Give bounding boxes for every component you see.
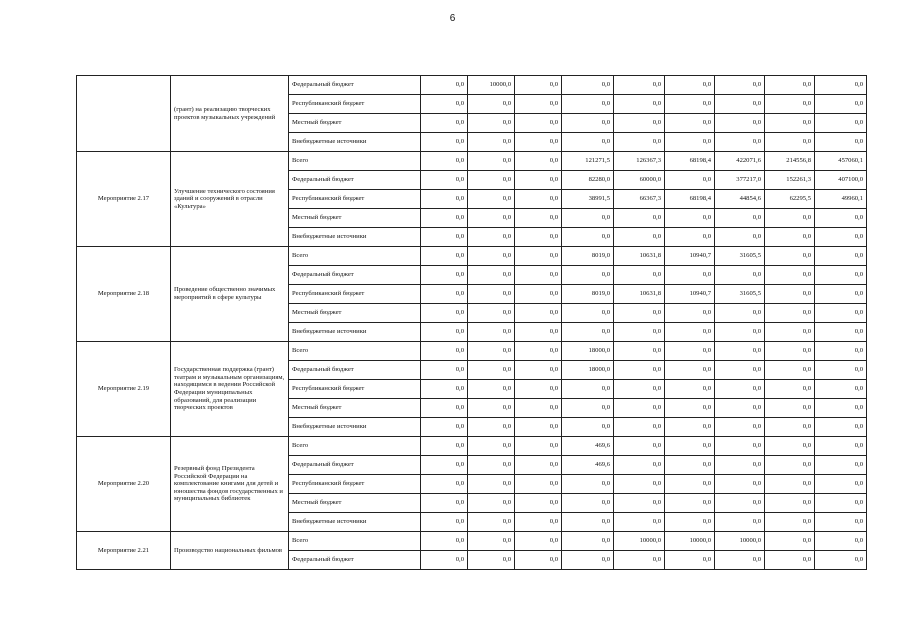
value-cell: 0,0 bbox=[468, 456, 515, 475]
value-cell: 0,0 bbox=[562, 513, 614, 532]
value-cell: 0,0 bbox=[614, 323, 665, 342]
value-cell: 0,0 bbox=[515, 171, 562, 190]
value-cell: 0,0 bbox=[515, 114, 562, 133]
value-cell: 0,0 bbox=[815, 76, 867, 95]
funding-source-cell: Всего bbox=[289, 437, 421, 456]
value-cell: 0,0 bbox=[765, 342, 815, 361]
value-cell: 0,0 bbox=[614, 266, 665, 285]
value-cell: 0,0 bbox=[715, 475, 765, 494]
value-cell: 0,0 bbox=[815, 266, 867, 285]
value-cell: 0,0 bbox=[765, 76, 815, 95]
value-cell: 0,0 bbox=[468, 532, 515, 551]
value-cell: 0,0 bbox=[421, 209, 468, 228]
value-cell: 0,0 bbox=[715, 95, 765, 114]
value-cell: 18000,0 bbox=[562, 361, 614, 380]
value-cell: 121271,5 bbox=[562, 152, 614, 171]
value-cell: 0,0 bbox=[765, 247, 815, 266]
value-cell: 68198,4 bbox=[665, 190, 715, 209]
value-cell: 0,0 bbox=[614, 76, 665, 95]
value-cell: 0,0 bbox=[614, 304, 665, 323]
value-cell: 0,0 bbox=[765, 266, 815, 285]
value-cell: 0,0 bbox=[715, 551, 765, 570]
value-cell: 0,0 bbox=[421, 266, 468, 285]
funding-source-cell: Внебюджетные источники bbox=[289, 323, 421, 342]
value-cell: 0,0 bbox=[515, 513, 562, 532]
value-cell: 0,0 bbox=[665, 266, 715, 285]
funding-source-cell: Федеральный бюджет bbox=[289, 171, 421, 190]
funding-source-cell: Федеральный бюджет bbox=[289, 551, 421, 570]
value-cell: 0,0 bbox=[815, 418, 867, 437]
value-cell: 0,0 bbox=[665, 209, 715, 228]
value-cell: 60000,0 bbox=[614, 171, 665, 190]
value-cell: 0,0 bbox=[715, 380, 765, 399]
value-cell: 8019,0 bbox=[562, 285, 614, 304]
value-cell: 0,0 bbox=[515, 399, 562, 418]
value-cell: 0,0 bbox=[468, 399, 515, 418]
value-cell: 0,0 bbox=[665, 228, 715, 247]
value-cell: 0,0 bbox=[421, 247, 468, 266]
table-row bbox=[77, 152, 867, 171]
value-cell: 0,0 bbox=[665, 399, 715, 418]
value-cell: 457060,1 bbox=[815, 152, 867, 171]
funding-source-cell: Местный бюджет bbox=[289, 494, 421, 513]
value-cell: 0,0 bbox=[815, 380, 867, 399]
value-cell: 0,0 bbox=[562, 532, 614, 551]
value-cell: 0,0 bbox=[665, 342, 715, 361]
value-cell: 214556,8 bbox=[765, 152, 815, 171]
value-cell: 0,0 bbox=[421, 399, 468, 418]
value-cell: 0,0 bbox=[815, 247, 867, 266]
value-cell: 0,0 bbox=[715, 418, 765, 437]
value-cell: 0,0 bbox=[515, 266, 562, 285]
value-cell: 0,0 bbox=[515, 76, 562, 95]
value-cell: 0,0 bbox=[562, 228, 614, 247]
value-cell: 407100,0 bbox=[815, 171, 867, 190]
value-cell: 0,0 bbox=[815, 475, 867, 494]
value-cell: 0,0 bbox=[421, 494, 468, 513]
event-cell: Мероприятие 2.19 bbox=[77, 342, 171, 437]
value-cell: 0,0 bbox=[665, 171, 715, 190]
funding-source-cell: Всего bbox=[289, 532, 421, 551]
value-cell: 0,0 bbox=[562, 399, 614, 418]
value-cell: 469,6 bbox=[562, 437, 614, 456]
value-cell: 0,0 bbox=[468, 171, 515, 190]
value-cell: 0,0 bbox=[468, 494, 515, 513]
value-cell: 0,0 bbox=[421, 475, 468, 494]
event-name-cell: Резервный фонд Президента Российской Федерации на комплектование книгами для детей и юношества фондов государственных и муниципальных библиотек bbox=[171, 437, 289, 532]
value-cell: 0,0 bbox=[468, 95, 515, 114]
value-cell: 0,0 bbox=[468, 418, 515, 437]
value-cell: 0,0 bbox=[421, 95, 468, 114]
funding-source-cell: Республиканский бюджет bbox=[289, 475, 421, 494]
value-cell: 31605,5 bbox=[715, 247, 765, 266]
value-cell: 8019,0 bbox=[562, 247, 614, 266]
value-cell: 38991,5 bbox=[562, 190, 614, 209]
funding-source-cell: Внебюджетные источники bbox=[289, 228, 421, 247]
value-cell: 0,0 bbox=[614, 437, 665, 456]
value-cell: 0,0 bbox=[665, 304, 715, 323]
funding-source-cell: Местный бюджет bbox=[289, 304, 421, 323]
value-cell: 0,0 bbox=[562, 209, 614, 228]
value-cell: 10000,0 bbox=[665, 532, 715, 551]
value-cell: 0,0 bbox=[715, 76, 765, 95]
value-cell: 0,0 bbox=[421, 418, 468, 437]
value-cell: 0,0 bbox=[665, 475, 715, 494]
table-row bbox=[77, 437, 867, 456]
value-cell: 0,0 bbox=[765, 323, 815, 342]
value-cell: 0,0 bbox=[468, 285, 515, 304]
value-cell: 0,0 bbox=[421, 190, 468, 209]
funding-source-cell: Местный бюджет bbox=[289, 114, 421, 133]
value-cell: 0,0 bbox=[715, 494, 765, 513]
value-cell: 0,0 bbox=[715, 228, 765, 247]
value-cell: 0,0 bbox=[515, 494, 562, 513]
value-cell: 0,0 bbox=[614, 456, 665, 475]
value-cell: 0,0 bbox=[715, 399, 765, 418]
value-cell: 31605,5 bbox=[715, 285, 765, 304]
value-cell: 0,0 bbox=[515, 437, 562, 456]
event-cell: Мероприятие 2.21 bbox=[77, 532, 171, 570]
value-cell: 0,0 bbox=[468, 342, 515, 361]
value-cell: 0,0 bbox=[815, 456, 867, 475]
funding-source-cell: Федеральный бюджет bbox=[289, 76, 421, 95]
value-cell: 0,0 bbox=[815, 437, 867, 456]
value-cell: 0,0 bbox=[421, 361, 468, 380]
value-cell: 0,0 bbox=[614, 114, 665, 133]
value-cell: 0,0 bbox=[421, 437, 468, 456]
value-cell: 0,0 bbox=[562, 95, 614, 114]
value-cell: 10000,0 bbox=[468, 76, 515, 95]
funding-source-cell: Республиканский бюджет bbox=[289, 95, 421, 114]
value-cell: 0,0 bbox=[515, 475, 562, 494]
table-row bbox=[77, 342, 867, 361]
value-cell: 0,0 bbox=[765, 399, 815, 418]
value-cell: 0,0 bbox=[665, 513, 715, 532]
value-cell: 62295,5 bbox=[765, 190, 815, 209]
value-cell: 0,0 bbox=[614, 399, 665, 418]
value-cell: 0,0 bbox=[468, 323, 515, 342]
funding-source-cell: Местный бюджет bbox=[289, 209, 421, 228]
value-cell: 0,0 bbox=[614, 418, 665, 437]
value-cell: 0,0 bbox=[715, 342, 765, 361]
value-cell: 49960,1 bbox=[815, 190, 867, 209]
value-cell: 0,0 bbox=[421, 285, 468, 304]
value-cell: 0,0 bbox=[815, 285, 867, 304]
funding-source-cell: Внебюджетные источники bbox=[289, 513, 421, 532]
value-cell: 0,0 bbox=[765, 513, 815, 532]
value-cell: 0,0 bbox=[715, 323, 765, 342]
value-cell: 0,0 bbox=[515, 304, 562, 323]
event-name-cell: Государственная поддержка (грант) театрам и музыкальным организациям, находящимся в ведении Российской Федерации муниципальных образований, для реализации творческих проектов bbox=[171, 342, 289, 437]
value-cell: 0,0 bbox=[765, 304, 815, 323]
value-cell: 0,0 bbox=[715, 437, 765, 456]
value-cell: 0,0 bbox=[468, 228, 515, 247]
value-cell: 0,0 bbox=[562, 323, 614, 342]
value-cell: 0,0 bbox=[421, 456, 468, 475]
value-cell: 0,0 bbox=[815, 342, 867, 361]
value-cell: 0,0 bbox=[715, 304, 765, 323]
funding-source-cell: Федеральный бюджет bbox=[289, 361, 421, 380]
value-cell: 0,0 bbox=[515, 418, 562, 437]
value-cell: 10631,8 bbox=[614, 247, 665, 266]
value-cell: 0,0 bbox=[665, 380, 715, 399]
event-name-cell: (грант) на реализацию творческих проектов музыкальных учреждений bbox=[171, 76, 289, 152]
value-cell: 0,0 bbox=[765, 532, 815, 551]
value-cell: 0,0 bbox=[421, 114, 468, 133]
table-row bbox=[77, 247, 867, 266]
funding-source-cell: Всего bbox=[289, 247, 421, 266]
event-cell: Мероприятие 2.17 bbox=[77, 152, 171, 247]
value-cell: 0,0 bbox=[815, 133, 867, 152]
value-cell: 0,0 bbox=[765, 551, 815, 570]
value-cell: 0,0 bbox=[421, 152, 468, 171]
value-cell: 0,0 bbox=[665, 494, 715, 513]
funding-source-cell: Местный бюджет bbox=[289, 399, 421, 418]
value-cell: 0,0 bbox=[562, 418, 614, 437]
value-cell: 10631,8 bbox=[614, 285, 665, 304]
value-cell: 0,0 bbox=[765, 285, 815, 304]
value-cell: 0,0 bbox=[515, 380, 562, 399]
value-cell: 0,0 bbox=[765, 418, 815, 437]
value-cell: 422071,6 bbox=[715, 152, 765, 171]
value-cell: 0,0 bbox=[515, 133, 562, 152]
value-cell: 0,0 bbox=[421, 228, 468, 247]
value-cell: 0,0 bbox=[421, 133, 468, 152]
value-cell: 0,0 bbox=[515, 95, 562, 114]
event-name-cell: Производство национальных фильмов bbox=[171, 532, 289, 570]
value-cell: 0,0 bbox=[715, 513, 765, 532]
value-cell: 0,0 bbox=[515, 247, 562, 266]
value-cell: 0,0 bbox=[614, 475, 665, 494]
value-cell: 0,0 bbox=[815, 304, 867, 323]
value-cell: 0,0 bbox=[421, 513, 468, 532]
value-cell: 0,0 bbox=[468, 361, 515, 380]
funding-source-cell: Всего bbox=[289, 152, 421, 171]
event-name-cell: Улучшение технического состояния зданий и сооружений в отрасли «Культура» bbox=[171, 152, 289, 247]
value-cell: 10000,0 bbox=[614, 532, 665, 551]
value-cell: 0,0 bbox=[765, 361, 815, 380]
value-cell: 0,0 bbox=[421, 342, 468, 361]
page-number: 6 bbox=[449, 13, 456, 24]
value-cell: 0,0 bbox=[421, 551, 468, 570]
value-cell: 0,0 bbox=[815, 209, 867, 228]
value-cell: 0,0 bbox=[665, 323, 715, 342]
value-cell: 0,0 bbox=[562, 266, 614, 285]
value-cell: 0,0 bbox=[715, 209, 765, 228]
value-cell: 0,0 bbox=[468, 190, 515, 209]
value-cell: 377217,0 bbox=[715, 171, 765, 190]
value-cell: 0,0 bbox=[614, 551, 665, 570]
value-cell: 0,0 bbox=[765, 475, 815, 494]
value-cell: 0,0 bbox=[815, 95, 867, 114]
value-cell: 68198,4 bbox=[665, 152, 715, 171]
value-cell: 0,0 bbox=[765, 456, 815, 475]
value-cell: 0,0 bbox=[665, 95, 715, 114]
event-cell bbox=[77, 76, 171, 152]
value-cell: 10940,7 bbox=[665, 247, 715, 266]
funding-source-cell: Всего bbox=[289, 342, 421, 361]
value-cell: 0,0 bbox=[421, 304, 468, 323]
value-cell: 0,0 bbox=[765, 95, 815, 114]
value-cell: 0,0 bbox=[562, 475, 614, 494]
event-cell: Мероприятие 2.20 bbox=[77, 437, 171, 532]
value-cell: 0,0 bbox=[715, 266, 765, 285]
value-cell: 0,0 bbox=[468, 475, 515, 494]
value-cell: 0,0 bbox=[468, 380, 515, 399]
value-cell: 0,0 bbox=[515, 323, 562, 342]
value-cell: 0,0 bbox=[562, 76, 614, 95]
table-row bbox=[77, 532, 867, 551]
value-cell: 126367,3 bbox=[614, 152, 665, 171]
value-cell: 0,0 bbox=[614, 494, 665, 513]
value-cell: 0,0 bbox=[515, 361, 562, 380]
value-cell: 0,0 bbox=[468, 133, 515, 152]
value-cell: 0,0 bbox=[665, 76, 715, 95]
value-cell: 0,0 bbox=[614, 361, 665, 380]
value-cell: 0,0 bbox=[715, 456, 765, 475]
value-cell: 0,0 bbox=[765, 494, 815, 513]
budget-table bbox=[76, 75, 867, 570]
value-cell: 0,0 bbox=[515, 228, 562, 247]
value-cell: 0,0 bbox=[765, 209, 815, 228]
value-cell: 0,0 bbox=[562, 551, 614, 570]
value-cell: 0,0 bbox=[614, 228, 665, 247]
value-cell: 0,0 bbox=[614, 342, 665, 361]
value-cell: 0,0 bbox=[765, 437, 815, 456]
value-cell: 0,0 bbox=[665, 418, 715, 437]
value-cell: 152261,3 bbox=[765, 171, 815, 190]
value-cell: 0,0 bbox=[421, 380, 468, 399]
value-cell: 0,0 bbox=[468, 551, 515, 570]
value-cell: 0,0 bbox=[765, 228, 815, 247]
value-cell: 0,0 bbox=[815, 532, 867, 551]
value-cell: 0,0 bbox=[468, 513, 515, 532]
value-cell: 0,0 bbox=[715, 361, 765, 380]
value-cell: 0,0 bbox=[515, 342, 562, 361]
value-cell: 0,0 bbox=[815, 399, 867, 418]
table-row bbox=[77, 76, 867, 95]
funding-source-cell: Республиканский бюджет bbox=[289, 285, 421, 304]
value-cell: 18000,0 bbox=[562, 342, 614, 361]
value-cell: 0,0 bbox=[815, 513, 867, 532]
funding-source-cell: Федеральный бюджет bbox=[289, 266, 421, 285]
value-cell: 0,0 bbox=[715, 133, 765, 152]
value-cell: 0,0 bbox=[515, 152, 562, 171]
value-cell: 0,0 bbox=[765, 114, 815, 133]
value-cell: 0,0 bbox=[562, 304, 614, 323]
value-cell: 0,0 bbox=[614, 513, 665, 532]
value-cell: 0,0 bbox=[515, 190, 562, 209]
value-cell: 0,0 bbox=[815, 228, 867, 247]
value-cell: 0,0 bbox=[614, 95, 665, 114]
value-cell: 0,0 bbox=[765, 380, 815, 399]
value-cell: 0,0 bbox=[515, 456, 562, 475]
value-cell: 0,0 bbox=[815, 323, 867, 342]
funding-source-cell: Республиканский бюджет bbox=[289, 190, 421, 209]
value-cell: 10000,0 bbox=[715, 532, 765, 551]
value-cell: 0,0 bbox=[562, 133, 614, 152]
value-cell: 0,0 bbox=[614, 380, 665, 399]
value-cell: 0,0 bbox=[468, 247, 515, 266]
table-body bbox=[77, 76, 867, 570]
value-cell: 10940,7 bbox=[665, 285, 715, 304]
value-cell: 0,0 bbox=[562, 380, 614, 399]
value-cell: 0,0 bbox=[421, 171, 468, 190]
value-cell: 0,0 bbox=[715, 114, 765, 133]
value-cell: 0,0 bbox=[468, 304, 515, 323]
value-cell: 0,0 bbox=[421, 323, 468, 342]
value-cell: 0,0 bbox=[665, 361, 715, 380]
funding-source-cell: Федеральный бюджет bbox=[289, 456, 421, 475]
value-cell: 0,0 bbox=[614, 133, 665, 152]
value-cell: 0,0 bbox=[515, 285, 562, 304]
value-cell: 469,6 bbox=[562, 456, 614, 475]
value-cell: 0,0 bbox=[815, 114, 867, 133]
funding-source-cell: Республиканский бюджет bbox=[289, 380, 421, 399]
value-cell: 0,0 bbox=[515, 551, 562, 570]
value-cell: 0,0 bbox=[562, 114, 614, 133]
value-cell: 0,0 bbox=[468, 437, 515, 456]
funding-source-cell: Внебюджетные источники bbox=[289, 418, 421, 437]
value-cell: 0,0 bbox=[468, 266, 515, 285]
value-cell: 0,0 bbox=[421, 532, 468, 551]
value-cell: 0,0 bbox=[515, 209, 562, 228]
value-cell: 0,0 bbox=[421, 76, 468, 95]
value-cell: 66367,3 bbox=[614, 190, 665, 209]
value-cell: 0,0 bbox=[815, 494, 867, 513]
value-cell: 0,0 bbox=[665, 456, 715, 475]
funding-source-cell: Внебюджетные источники bbox=[289, 133, 421, 152]
value-cell: 0,0 bbox=[665, 551, 715, 570]
value-cell: 0,0 bbox=[468, 114, 515, 133]
value-cell: 0,0 bbox=[468, 152, 515, 171]
value-cell: 0,0 bbox=[815, 551, 867, 570]
value-cell: 0,0 bbox=[665, 133, 715, 152]
value-cell: 44854,6 bbox=[715, 190, 765, 209]
value-cell: 0,0 bbox=[665, 114, 715, 133]
value-cell: 0,0 bbox=[468, 209, 515, 228]
value-cell: 82280,0 bbox=[562, 171, 614, 190]
value-cell: 0,0 bbox=[614, 209, 665, 228]
value-cell: 0,0 bbox=[562, 494, 614, 513]
value-cell: 0,0 bbox=[515, 532, 562, 551]
value-cell: 0,0 bbox=[815, 361, 867, 380]
event-cell: Мероприятие 2.18 bbox=[77, 247, 171, 342]
event-name-cell: Проведение общественно значимых мероприятий в сфере культуры bbox=[171, 247, 289, 342]
value-cell: 0,0 bbox=[765, 133, 815, 152]
value-cell: 0,0 bbox=[665, 437, 715, 456]
